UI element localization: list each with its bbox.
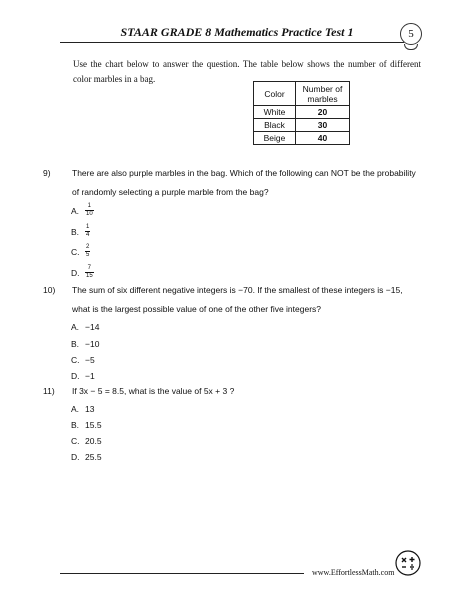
math-symbols-icon [395, 550, 421, 576]
question-number: 9) [43, 168, 51, 178]
question-text-line: The sum of six different negative integers is −70. If the smallest of these integers is −15, [72, 285, 403, 295]
fraction-denominator: 15 [86, 273, 93, 279]
choice-letter: A. [71, 404, 80, 414]
question-text-line: There are also purple marbles in the bag. Which of the following can NOT be the probability [72, 168, 416, 178]
globe-stand-icon [404, 44, 418, 50]
choice-fraction [85, 224, 90, 239]
page-number-globe-icon [400, 23, 422, 45]
choice-letter: D. [71, 371, 80, 381]
choice-value: −14 [85, 322, 100, 332]
page-number: 5 [408, 28, 414, 40]
fraction-numerator: 1 [85, 203, 94, 211]
table-row [254, 132, 350, 145]
table-row [254, 106, 350, 119]
choice-value: 13 [85, 404, 95, 414]
table-cell-count: 30 [296, 119, 350, 132]
table-cell-color: Beige [254, 132, 296, 145]
choice-letter: C. [71, 355, 80, 365]
fraction-numerator: 7 [85, 265, 94, 273]
choice-fraction [85, 244, 90, 259]
choice-letter: D. [71, 452, 80, 462]
table-cell-color: White [254, 106, 296, 119]
choice-value: −1 [85, 371, 95, 381]
choice-fraction [85, 265, 94, 280]
footer-url: www.EffortlessMath.com [312, 568, 395, 577]
marbles-table [253, 81, 350, 145]
choice-letter: C. [71, 436, 80, 446]
choice-letter: D. [71, 268, 80, 278]
question-number: 10) [43, 285, 56, 295]
page-header-title: STAAR GRADE 8 Mathematics Practice Test 1 [120, 25, 354, 39]
choice-fraction [85, 203, 94, 218]
question-11 [43, 382, 423, 401]
fraction-numerator: 2 [86, 244, 90, 250]
question-9 [43, 164, 423, 202]
choice-letter: A. [71, 206, 80, 216]
choice-letter: B. [71, 227, 80, 237]
question-10 [43, 281, 423, 319]
intro-paragraph: Use the chart below to answer the question. The table below shows the number of different color marbles in a bag. [73, 59, 421, 84]
table-cell-count: 40 [296, 132, 350, 145]
choice-value: −10 [85, 339, 100, 349]
question-text-line: If 3x − 5 = 8.5, what is the value of 5x + 3 ? [72, 386, 235, 396]
table-header-color: Color [254, 82, 296, 106]
question-text-line: what is the largest possible value of one of the other five integers? [72, 304, 322, 314]
footer-rule [60, 573, 304, 574]
table-row [254, 119, 350, 132]
table-cell-count: 20 [296, 106, 350, 119]
question-number: 11) [43, 386, 55, 396]
choice-letter: A. [71, 322, 80, 332]
fraction-denominator: 10 [86, 211, 93, 217]
choice-value: 25.5 [85, 452, 102, 462]
fraction-numerator: 1 [86, 224, 90, 230]
fraction-denominator: 4 [86, 232, 90, 238]
choice-value: 15.5 [85, 420, 102, 430]
question-text-line: of randomly selecting a purple marble from the bag? [72, 187, 269, 197]
choice-letter: C. [71, 247, 80, 257]
header-rule [60, 42, 404, 43]
choice-letter: B. [71, 420, 80, 430]
choice-value: 20.5 [85, 436, 102, 446]
fraction-denominator: 5 [86, 252, 90, 258]
choice-value: −5 [85, 355, 95, 365]
choice-letter: B. [71, 339, 80, 349]
table-header-count: Number of marbles [296, 82, 350, 106]
table-cell-color: Black [254, 119, 296, 132]
